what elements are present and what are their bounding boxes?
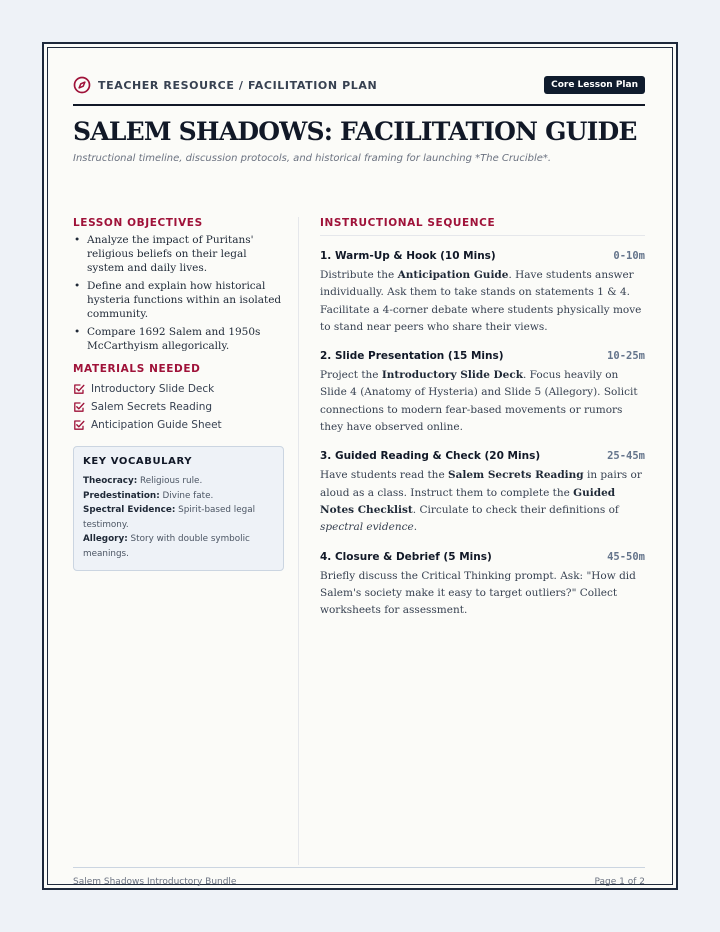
eyebrow-text: TEACHER RESOURCE / FACILITATION PLAN <box>98 78 378 92</box>
sequence-step <box>320 350 645 436</box>
vocabulary-term: Spectral Evidence: <box>83 505 176 515</box>
bullet-icon: • <box>74 234 81 246</box>
step-body-emphasis: Salem Secrets Reading <box>448 469 584 482</box>
materials-list <box>73 380 284 434</box>
step-body <box>320 267 645 336</box>
page-frame <box>42 42 678 890</box>
vocabulary-definition: Divine fate. <box>162 490 214 501</box>
vocabulary-definition: Spirit-based legal testimony. <box>83 505 256 530</box>
material-item <box>73 380 284 398</box>
step-body <box>320 568 645 620</box>
sequence-step <box>320 551 645 620</box>
page-footer <box>73 867 645 887</box>
bullet-icon: • <box>74 326 81 338</box>
sequence-heading: INSTRUCTIONAL SEQUENCE <box>320 217 496 229</box>
material-item <box>73 398 284 416</box>
step-body-text: . <box>413 521 418 534</box>
footer-bundle-name: Salem Shadows Introductory Bundle <box>73 877 237 887</box>
vocabulary-item <box>83 489 274 504</box>
page-subtitle: Instructional timeline, discussion protocols, and historical framing for launching *The Crucible*. <box>73 153 552 164</box>
page-number: Page 1 of 2 <box>594 877 645 887</box>
vocabulary-item <box>83 503 274 532</box>
objective-item <box>73 233 284 275</box>
sequence-rule <box>320 235 645 236</box>
checkbox-checked-icon <box>73 383 85 395</box>
step-title-row <box>320 350 645 362</box>
vocabulary-heading: KEY VOCABULARY <box>83 456 193 467</box>
vocabulary-term: Predestination: <box>83 490 160 501</box>
objective-text: Define and explain how historical hysteria functions within an isolated community. <box>87 280 282 320</box>
checkbox-checked-icon <box>73 419 85 431</box>
objective-item <box>73 325 284 353</box>
vocabulary-definition: Story with double symbolic meanings. <box>83 534 250 559</box>
step-body-text: . Have students answer individually. Ask them to take stands on statements 1 & 4. Facilitate a 4-corner debate where students physically move to stand near peers who share their views. <box>320 269 642 333</box>
header-rule <box>73 104 645 106</box>
page-header <box>73 73 645 97</box>
page-title: SALEM SHADOWS: FACILITATION GUIDE <box>73 117 637 146</box>
step-body-text: in pairs or aloud as a class. Instruct them to complete the <box>320 469 642 499</box>
checkbox-checked-icon <box>73 401 85 413</box>
left-column <box>73 217 284 571</box>
objectives-list <box>73 233 284 353</box>
vocabulary-term: Theocracy: <box>83 476 138 486</box>
step-body-text: . Circulate to check their definitions of <box>412 503 619 516</box>
step-title-row <box>320 551 645 563</box>
material-item <box>73 416 284 434</box>
vocabulary-box <box>73 446 284 571</box>
step-body-text: . Focus heavily on Slide 4 (Anatomy of Hysteria) and Slide 5 (Allegory). Solicit connections to modern fear-based movements or rumors they have observed online. <box>320 369 638 434</box>
step-body-text: Distribute the <box>320 269 398 281</box>
step-title: 4. Closure & Debrief (5 Mins) <box>320 550 492 563</box>
compass-icon <box>73 76 91 94</box>
step-time: 45-50m <box>607 550 645 563</box>
sequence-step <box>320 250 645 336</box>
step-body-text: Project the <box>320 369 382 382</box>
objective-item <box>73 279 284 321</box>
step-body <box>320 367 645 436</box>
two-column-body <box>73 217 645 867</box>
page-content <box>73 73 645 887</box>
step-body <box>320 467 645 536</box>
step-body-emphasis: Introductory Slide Deck <box>381 369 523 382</box>
vocabulary-item <box>83 532 274 561</box>
step-body-emphasis: Guided Notes Checklist <box>320 486 616 516</box>
bullet-icon: • <box>74 280 81 292</box>
step-body-text: Briefly discuss the Critical Thinking prompt. Ask: "How did Salem's society make it easy to target outliers?" Collect worksheets for assessment. <box>320 569 636 617</box>
material-label: Anticipation Guide Sheet <box>91 419 222 431</box>
right-column <box>320 217 645 619</box>
step-body-italic: spectral evidence <box>320 521 414 534</box>
step-title: 3. Guided Reading & Check (20 Mins) <box>320 450 541 463</box>
material-label: Introductory Slide Deck <box>91 383 215 395</box>
step-time: 25-45m <box>607 450 645 463</box>
step-title-row <box>320 250 645 262</box>
header-left <box>73 76 377 94</box>
vocabulary-term: Allegory: <box>83 534 128 544</box>
step-time: 10-25m <box>607 350 645 363</box>
core-lesson-badge: Core Lesson Plan <box>544 76 645 94</box>
objectives-heading: LESSON OBJECTIVES <box>73 217 203 229</box>
objective-text: Compare 1692 Salem and 1950s McCarthyism allegorically. <box>87 326 261 352</box>
step-title: 1. Warm-Up & Hook (10 Mins) <box>320 250 496 262</box>
vocabulary-item <box>83 474 274 489</box>
step-body-text: Have students read the <box>320 469 448 482</box>
step-title-row <box>320 450 645 462</box>
vocabulary-definition: Religious rule. <box>140 476 203 486</box>
vocabulary-list <box>83 474 274 561</box>
sequence-steps <box>320 250 645 619</box>
column-divider <box>298 217 299 865</box>
step-title: 2. Slide Presentation (15 Mins) <box>320 350 504 363</box>
objective-text: Analyze the impact of Puritans' religious beliefs on their legal system and daily lives. <box>87 234 254 274</box>
material-label: Salem Secrets Reading <box>91 401 213 413</box>
step-time: 0-10m <box>613 250 645 262</box>
materials-heading: MATERIALS NEEDED <box>73 363 201 375</box>
step-body-emphasis: Anticipation Guide <box>397 269 509 281</box>
sequence-step <box>320 450 645 536</box>
